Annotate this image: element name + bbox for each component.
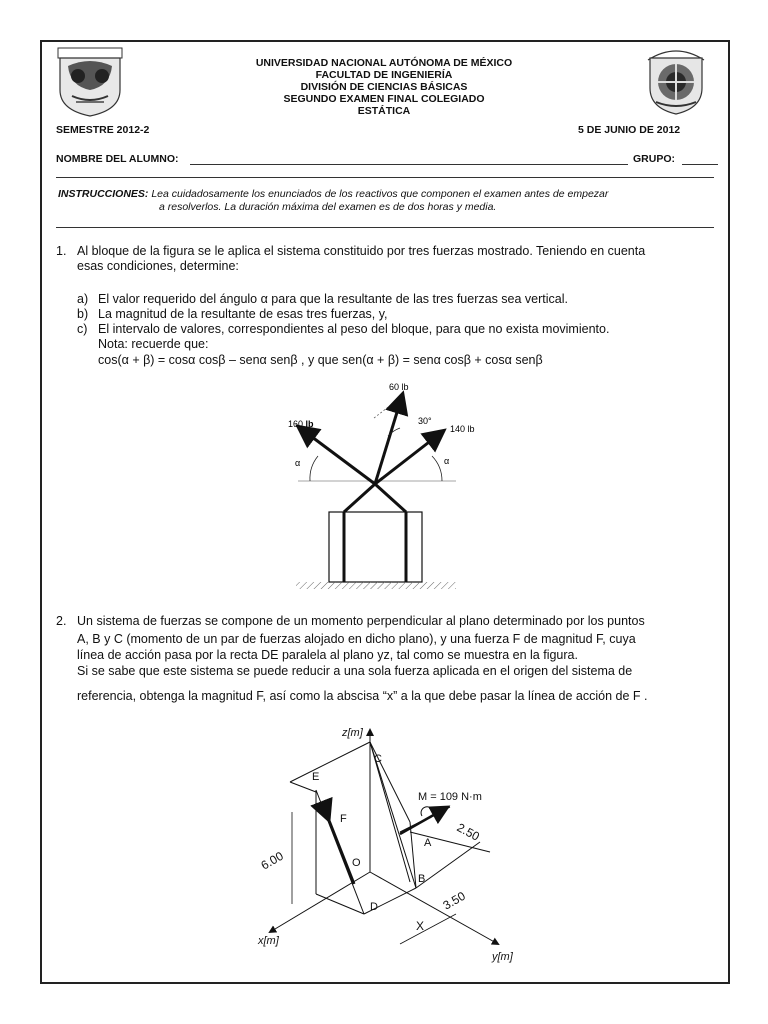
label-60lb: 60 lb [389,382,409,392]
instructions-text1: Lea cuidadosamente los enunciados de los reactivos que componen el examen antes de empezar [148,188,609,200]
label-160lb: 160 lb [288,419,314,429]
label-alpha-left: α [295,458,301,468]
force-60lb-arrow [375,396,402,484]
problem1-line1: Al bloque de la figura se le aplica el sistema constituido por tres fuerzas mostrado. Teniendo en cuenta [77,244,646,258]
instructions-label: INSTRUCCIONES: [58,188,149,200]
problem1-line2: esas condiciones, determine: [77,259,239,273]
exam-date: 5 DE JUNIO DE 2012 [578,124,681,136]
problem1-a-text: El valor requerido del ángulo α para que la resultante de las tres fuerzas sea vertical. [98,292,568,306]
moment-vector [400,808,446,834]
label-dim-250: 2.50 [454,820,482,844]
ground-hatch [296,582,456,589]
university-title: UNIVERSIDAD NACIONAL AUTÓNOMA DE MÉXICO [255,57,513,69]
figure-block-forces [270,378,490,590]
label-dist-x: X [416,919,425,933]
problem2-line5: referencia, obtenga la magnitud F, así como la abscisa “x” a la que debe pasar la línea de acción de F . [77,689,648,703]
problem2-line1: Un sistema de fuerzas se compone de un momento perpendicular al plano determinado por los puntos [77,614,645,628]
problem1-number: 1. [56,244,67,258]
y-axis [370,872,498,944]
label-point-e: E [312,771,320,783]
problem1-formula: cos(α + β) = cosα cosβ – senα senβ , y que sen(α + β) = senα cosβ + cosα senβ [98,353,543,367]
faculty-title: FACULTAD DE INGENIERÍA [315,69,453,81]
label-point-c: C [374,753,382,765]
subject-title: ESTÁTICA [357,105,411,117]
instructions-line1 [58,188,608,200]
label-z-axis: z[m] [342,727,363,739]
figure-3d-system [250,722,540,972]
problem1-c-text: El intervalo de valores, correspondientes al peso del bloque, para que no exista movimiento. [98,322,610,336]
problem1-c-label: c) [77,322,88,336]
problem1-a-label: a) [77,292,89,306]
problem1-note: Nota: recuerde que: [98,337,209,351]
problem1-b-label: b) [77,307,89,321]
label-y-axis: y[m] [492,951,513,963]
label-point-o: O [352,857,361,869]
label-force-f: F [340,813,347,825]
problem2-line3: línea de acción pasa por la recta DE paralela al plano yz, tal como se muestra en la figura. [77,648,578,662]
label-alpha-right: α [444,456,450,466]
divider-instructions [56,227,714,228]
label-point-d: D [370,901,378,913]
division-title: DIVISIÓN DE CIENCIAS BÁSICAS [300,81,468,93]
label-x-axis: x[m] [258,935,279,947]
force-f-arrow [328,818,354,884]
problem2-line4: Si se sabe que este sistema se puede reducir a una sola fuerza aplicada en el origen del sistema de [77,664,633,678]
x-axis [270,872,370,932]
label-dim-600: 6.00 [258,848,286,873]
student-name-label: NOMBRE DEL ALUMNO: [56,153,179,165]
instructions-line2: a resolverlos. La duración máxima del examen es de dos horas y media. [159,201,497,213]
label-point-a: A [424,837,432,849]
group-label: GRUPO: [633,153,675,165]
semester-label: SEMESTRE 2012-2 [56,124,150,136]
problem2-number: 2. [56,614,67,628]
divider-top [56,177,714,178]
problem1-b-text: La magnitud de la resultante de esas tres fuerzas, y, [98,307,388,321]
student-name-field[interactable] [190,164,628,165]
label-dim-350: 3.50 [440,888,468,913]
exam-title: SEGUNDO EXAMEN FINAL COLEGIADO [283,93,485,105]
label-moment: M = 109 N·m [418,791,482,803]
label-140lb: 140 lb [450,424,475,434]
group-field[interactable] [682,164,718,165]
label-30deg: 30° [418,416,432,426]
force-160lb-arrow [300,428,375,484]
problem2-line2: A, B y C (momento de un par de fuerzas alojado en dicho plano), y una fuerza F de magnitud F, cuya [77,632,636,646]
label-point-b: B [418,873,426,885]
force-140lb-arrow [375,432,442,484]
